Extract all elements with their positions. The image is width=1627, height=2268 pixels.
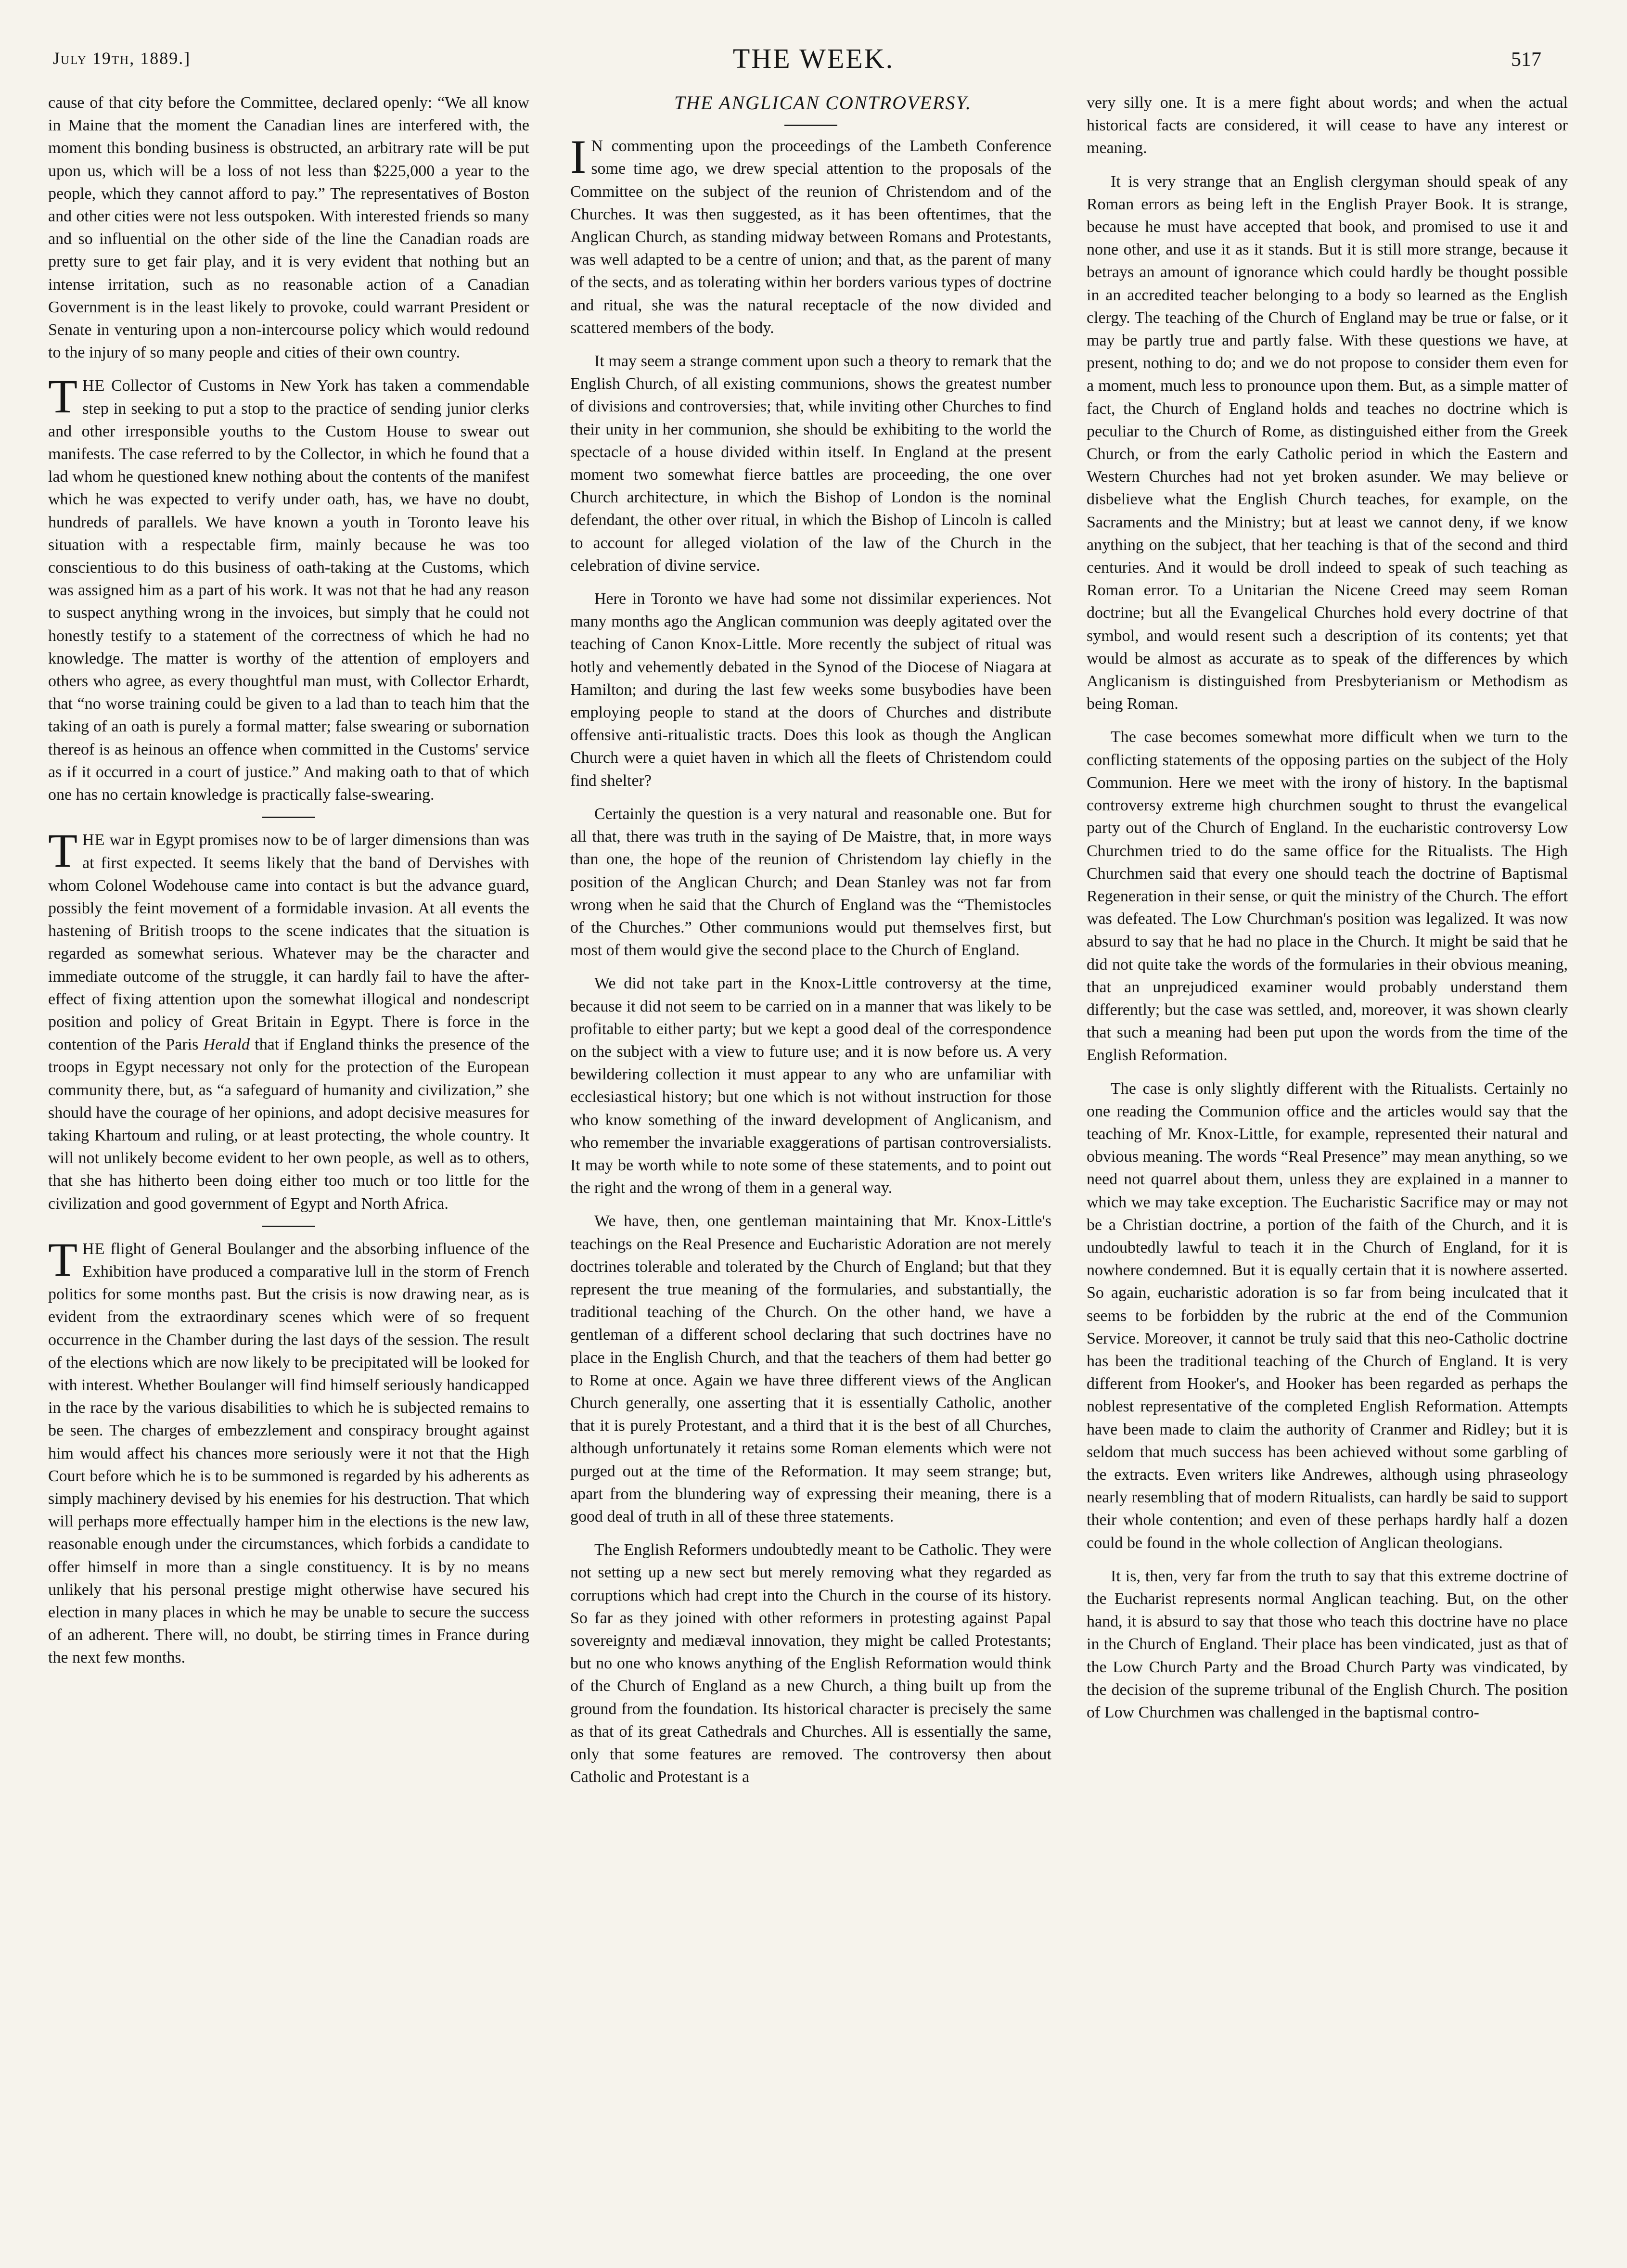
paragraph-text: N commenting upon the proceedings of the Lambeth Conference some time ago, we drew special attention to the proposals of the Committee on the subject of the reunion of Christendom and of the Churches. It was then suggested, as it has been oftentimes, that the Anglican Church, as standing midway between Romans and Protestants, was well adapted to be a centre of union; and that, as the parent of many of the sects, and as tolerating within her borders various types of doctrine and ritual, she was the natural receptacle of the now divided and scattered members of the body. (570, 137, 1051, 337)
article-title: THE ANGLICAN CONTROVERSY. (674, 92, 972, 114)
column-1 (48, 91, 529, 2257)
issue-date: July 19th, 1889.] (53, 49, 191, 68)
column-2 (570, 91, 1051, 2257)
paragraph (570, 130, 1051, 339)
paragraph: It may seem a strange comment upon such a theory to remark that the English Church, of all existing communions, shows the greatest number of divisions and controversies; that, while inviting other Churches to find their unity in her communion, she should be exhibiting to the world the spectacle of a house divided within itself. In England at the present moment two somewhat fierce battles are proceeding, the one over Church architecture, in which the Bishop of London is the nominal defendant, the other over ritual, in which the Bishop of Lincoln is called to account for alleged violation of the law of the Church in the celebration of divine service. (570, 352, 1051, 575)
paragraph: The case becomes somewhat more difficult when we turn to the conflicting statements of the opposing parties on the subject of the Holy Communion. Here we meet with the irony of history. In the baptismal controversy extreme high churchmen sought to thrust the evangelical party out of the Church of England. In the eucharistic controversy Low Churchmen tried to do the same office for the Ritualists. The High Churchmen said that every one should teach the doctrine of Baptismal Regeneration in their sense, or quit the ministry of the Church. The effort was defeated. The Low Churchman's position was legalized. It was now absurd to say that he had no place in the Church. It might be said that he did not quite take the words of the formularies in their obvious meaning, that an unprejudiced examiner would probably understand them differently; but the case was settled, and, moreover, it was shown clearly that such a meaning had been put upon the words from the time of the English Reformation. (1087, 728, 1568, 1064)
page-number: 517 (1511, 49, 1541, 71)
title-divider (784, 125, 837, 126)
paragraph-text: war in Egypt promises now to be of larger dimensions than was at first expected. It seems likely that the band of Dervishes with whom Colonel Wodehouse came into contact is but the advance guard, possibly the feint movement of a formidable invasion. At all events the hastening of British troops to the scene indicates that the situation is regarded as somewhat serious. Whatever may be the character and immediate outcome of the struggle, it can hardly fail to have the after-effect of fixing attention upon the somewhat illogical and nondescript position and policy of Great Britain in Egypt. There is force in the contention of the Paris (48, 831, 529, 1054)
paragraph: Here in Toronto we have had some not dissimilar experiences. Not many months ago the Anglican communion was deeply agitated over the teaching of Canon Knox-Little. More recently the subject of ritual was hotly and vehemently debated in the Synod of the Diocese of Niagara at Hamilton; and during the last few weeks some busybodies have been employing people to stand at the doors of Churches and distribute offensive anti-ritualistic tracts. Does this look as though the Anglican Church were a quiet haven in which all the fleets of Christendom could find shelter? (570, 590, 1051, 790)
paragraph: It is, then, very far from the truth to say that this extreme doctrine of the Eucharist represents normal Anglican teaching. But, on the other hand, it is absurd to say that those who teach this doctrine have no place in the Church of England. Their place has been vindicated, just as that of the Low Church Party and the Broad Church Party was vindicated, by the decision of the supreme tribunal of the English Church. The position of Low Churchmen was challenged in the baptismal contro- (1087, 1567, 1568, 1722)
italic-text: Herald (203, 1036, 250, 1054)
paragraph: We have, then, one gentleman maintaining that Mr. Knox-Little's teachings on the Real Presence and Eucharistic Adoration are not merely doctrines tolerable and tolerated by the Church of England; but that they represent the true meaning of the formularies, and substantially, the traditional teaching of the Church. On the other hand, we have a gentleman of a different school declaring that such doctrines have no place in the English Church, and that the teachers of them had better go to Rome at once. Again we have three different views of the Anglican Church generally, one asserting that it is essentially Catholic, another that it is purely Protestant, and a third that it is the best of all Churches, although unfortunately it retains some Roman elements which were not purged out at the time of the Reformation. It may seem strange; but, apart from the blundering way of expressing their meaning, there is a good deal of truth in all of these three statements. (570, 1212, 1051, 1525)
paragraph (48, 1232, 529, 1669)
drop-cap: T (48, 370, 78, 423)
paragraph-text: flight of General Boulanger and the absorbing influence of the Exhibition have produced a comparative lull in the storm of French politics for some months past. But the crisis is now drawing near, as is evident from the extraordinary scenes which were of so frequent occurrence in the Chamber during the last days of the session. The result of the elections which are now likely to be precipitated will be looked for with interest. Whether Boulanger will find himself seriously handicapped in the race by the various disabilities to which he is subjected remains to be seen. The charges of embezzlement and conspiracy brought against him would affect his chances more seriously were it not that the High Court before which he is to be summoned is regarded by his adherents as simply machinery devised by his enemies for his destruction. That which will perhaps more effectually hamper him in the elections is the new law, reasonable enough under the circumstances, which forbids a candidate to offer himself in more than a single constituency. It is by no means unlikely that his personal prestige might otherwise have secured his election in many places in which he may be unable to secure the success of an adherent. There will, no doubt, be stirring times in France during the next few months. (48, 1240, 529, 1667)
paragraph (48, 370, 529, 806)
paragraph (48, 824, 529, 1215)
drop-cap: I (570, 130, 587, 184)
paragraph: It is very strange that an English clergyman should speak of any Roman errors as being left in the English Prayer Book. It is strange, because he must have accepted that book, and promised to use it and none other, and use it as it stands. But it is still more strange, because it betrays an amount of ignorance which could hardly be thought possible in an accredited teacher belonging to a body so learned as the English clergy. The teaching of the Church of England may be true or false, or it may be partly true and partly false. With these questions we have, at present, nothing to do; and we do not propose to consider them even for a moment, much less to pronounce upon them. But, as a simple matter of fact, the Church of England holds and teaches no doctrine which is peculiar to the Church of Rome, as distinguished either from the Greek Church, or from the early Catholic period in which the Eastern and Western Churches had not yet broken asunder. We may believe or disbelieve what the English Church teaches, for example, on the Sacraments and the Ministry; but at least we cannot deny, if we know anything on the subject, that her teaching is that of the second and third centuries. And it would be droll indeed to speak of such teaching as Roman error. To a Unitarian the Nicene Creed may seem Roman doctrine; but all the Evangelical Churches hold every doctrine of that symbol, and would resent such a description of its contents; yet that would be almost as accurate as to speak of the differences by which Anglicanism is distinguished from Presbyterianism or Methodism as being Roman. (1087, 172, 1568, 713)
masthead-title: THE WEEK. (732, 43, 895, 74)
paragraph: very silly one. It is a mere fight about words; and when the actual historical facts are considered, it will cease to have any interest or meaning. (1087, 94, 1568, 157)
paragraph: Certainly the question is a very natural and reasonable one. But for all that, there was truth in the saying of De Maistre, that, in more ways than one, the hope of the reunion of Christendom lay chiefly in the position of the Anglican Church; and Dean Stanley was not far from wrong when he said that the Church of England was the “Themistocles of the Churches.” Other communions would put themselves first, but most of them would give the second place to the Church of England. (570, 805, 1051, 960)
section-divider (262, 1226, 315, 1227)
column-3 (1087, 91, 1568, 2257)
drop-cap: T (48, 1232, 78, 1286)
paragraph: cause of that city before the Committee, declared openly: “We all know in Maine that the moment the Canadian lines are interfered with, the moment this bonding business is obstructed, an arbitrary rate will be put upon us, which will be a loss of not less than $225,000 a year to the people, which they cannot afford to pay.” The representatives of Boston and other cities were not less outspoken. With interested friends so many and so influential on the other side of the line the Canadian roads are pretty sure to get fair play, and it is very evident that nothing but an intense irritation, such as no reasonable action of a Canadian Government is in the least likely to provoke, could warrant President or Senate in venturing upon a non-intercourse policy which would redound to the injury of so many people and cities of their own country. (48, 94, 529, 362)
paragraph: The English Reformers undoubtedly meant to be Catholic. They were not setting up a new sect but merely removing what they regarded as corruptions which had crept into the Church in the course of its history. So far as they joined with other reformers in protesting against Papal sovereignty and mediæval innovation, they might be called Protestants; but no one who knows anything of the English Reformation would think of the Church of England as a new Church, a thing built up from the ground from the foundation. Its historical character is precisely the same as that of its great Cathedrals and Churches. All is essentially the same, only that some features are removed. The controversy then about Catholic and Protestant is a (570, 1541, 1051, 1786)
lead-word: HE (82, 1240, 105, 1258)
paragraph-text: Collector of Customs in New York has taken a commendable step in seeking to put a stop to the practice of sending junior clerks and other irresponsible youths to the Custom House to swear out manifests. The case referred to by the Collector, in which he found that a lad whom he questioned knew nothing about the contents of the manifest which he was expected to verify under oath, has, we have no doubt, hundreds of parallels. We have known a youth in Toronto leave his situation with a respectable firm, mainly because he was too conscientious to do this business of oath-taking at the Customs, which was assigned him as a part of his work. It was not that he had any reason to suspect anything wrong in the invoices, but simply that he could not honestly testify to a statement of the correctness of which he had no knowledge. The matter is worthy of the attention of employers and others who agree, as every thoughtful man must, with Collector Erhardt, that “no worse training could be given to a lad than to teach him that the taking of an oath is purely a formal matter; false swearing or subornation thereof is as heinous an offence when committed in the Customs' service as if it occurred in a court of justice.” And making oath to that of which one has no certain knowledge is practically false-swearing. (48, 377, 529, 804)
lead-word: HE (82, 831, 105, 849)
lead-word: HE (82, 377, 105, 395)
section-divider (262, 817, 315, 818)
drop-cap: T (48, 824, 78, 878)
paragraph: We did not take part in the Knox-Little controversy at the time, because it did not seem to be carried on in a manner that was likely to be profitable to either party; but we kept a good deal of the correspondence on the subject with a view to future use; and it is now before us. A very bewildering collection it must appear to any who are unfamiliar with ecclesiastical history; but one which is not without instruction for those who know something of the inward development of Anglicanism, and who remember the invariable exaggerations of partisan controversialists. It may be worth while to note some of these statements, and to point out the right and the wrong of them in a general way. (570, 974, 1051, 1197)
paragraph: The case is only slightly different with the Ritualists. Certainly no one reading the Communion office and the articles would say that the teaching of Mr. Knox-Little, for example, represented their natural and obvious meaning. The words “Real Presence” may mean anything, so we need not quarrel about them, unless they are explained in a manner to which we may take exception. The Eucharistic Sacrifice may or may not be a Christian doctrine, a portion of the faith of the Church, and it is undoubtedly lawful to teach it in the Church of England, for it is nowhere condemned. But it is equally certain that it is nowhere asserted. So again, eucharistic adoration is so far from being inculcated that it seems to be forbidden by the rubric at the end of the Communion Service. Moreover, it cannot be truly said that this neo-Catholic doctrine has been the traditional teaching of the Church of England. It is very different from Hooker's, and Hooker has been regarded as perhaps the noblest representative of the completed English Reformation. Attempts have been made to claim the authority of Cranmer and Ridley; but it is seldom that much success has been achieved without some garbling of the extracts. Even writers like Andrewes, although using phraseology nearly resembling that of modern Ritualists, can hardly be said to support their whole contention; and even of these perhaps hardly half a dozen could be found in the whole collection of Anglican theologians. (1087, 1079, 1568, 1552)
paragraph-text: that if England thinks the presence of the troops in Egypt necessary not only for the protection of the European community there, but, as “a safeguard of humanity and civilization,” she should have the courage of her opinions, and adopt decisive measures for taking Khartoum and ruling, or at least protecting, the whole country. It will not unlikely become evident to her own people, as well as to others, that she has hitherto been doing either too much or too little for the civilization and good government of Egypt and North Africa. (48, 1036, 529, 1213)
